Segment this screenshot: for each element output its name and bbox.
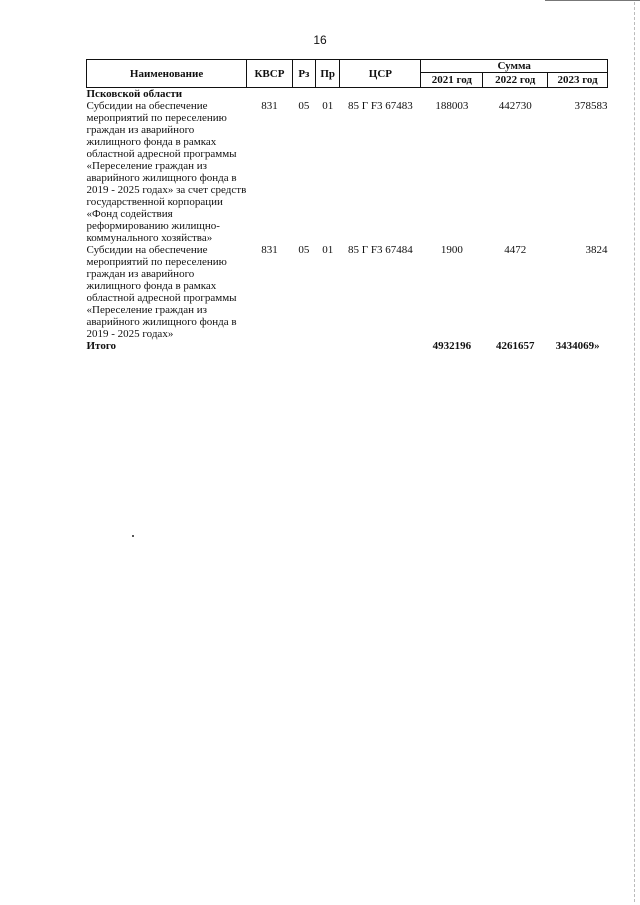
header-csr: ЦСР [340, 60, 421, 88]
region-label: Псковской области [86, 88, 183, 100]
row-name: Субсидии на обеспечение мероприятий по переселению граждан из аварийного жилищного фонда в рамках областной адресной программы «Переселение граждан из аварийного жилищного фонда в 2019 - 2025 годах» за счет средств государственной корпорации «Фонд содействия реформированию жилищно-коммунального хозяйства» [86, 100, 247, 244]
header-year-2021: 2021 год [421, 73, 483, 88]
stray-mark [132, 535, 134, 537]
header-name: Наименование [87, 60, 247, 88]
scan-edge-top [545, 0, 640, 1]
header-year-2022: 2022 год [483, 73, 548, 88]
total-row [87, 340, 608, 352]
header-rz: Рз [292, 60, 315, 88]
header-year-2023: 2023 год [548, 73, 608, 88]
row-2022: 4472 [504, 244, 527, 256]
row-2022: 442730 [498, 100, 532, 112]
header-kvsr: КВСР [247, 60, 293, 88]
row-2021: 188003 [435, 100, 469, 112]
row-kvsr: 831 [261, 100, 278, 112]
total-label: Итого [86, 340, 117, 352]
scan-edge-right [634, 2, 636, 902]
total-2021: 4932196 [432, 340, 472, 352]
region-row [87, 88, 608, 101]
row-2023: 3824 [585, 244, 608, 256]
total-2023: 3434069» [555, 340, 600, 352]
total-2022: 4261657 [495, 340, 535, 352]
row-2023: 378583 [574, 100, 608, 112]
budget-table [86, 59, 608, 352]
row-rz: 05 [298, 100, 310, 112]
row-name: Субсидии на обеспечение мероприятий по переселению граждан из аварийного жилищного фонда в рамках областной адресной программы «Переселение граждан из аварийного жилищного фонда в 2019 - 2025 годах» [86, 244, 237, 340]
row-pr: 01 [322, 100, 334, 112]
row-kvsr: 831 [261, 244, 278, 256]
table-row [87, 100, 608, 244]
row-2021: 1900 [440, 244, 463, 256]
header-pr: Пр [316, 60, 340, 88]
row-csr: 85 Г F3 67484 [348, 244, 413, 256]
row-pr: 01 [322, 244, 334, 256]
page-number: 16 [313, 33, 327, 47]
row-csr: 85 Г F3 67483 [348, 100, 413, 112]
table-row [87, 244, 608, 340]
header-sum: Сумма [421, 60, 608, 73]
row-rz: 05 [298, 244, 310, 256]
